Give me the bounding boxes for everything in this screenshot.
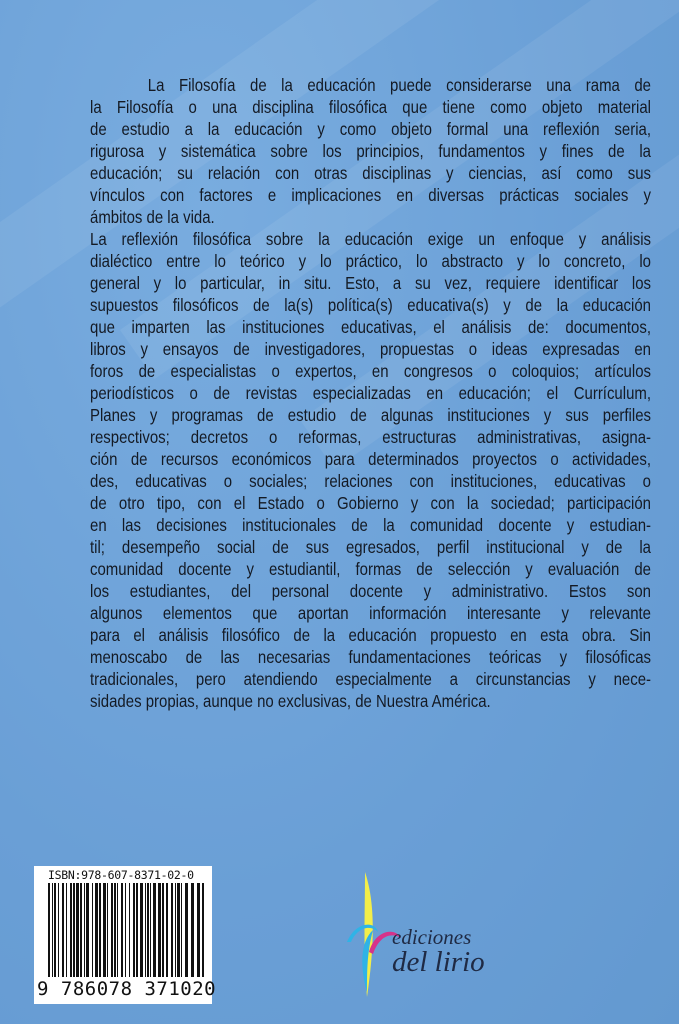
barcode-bar <box>70 883 72 977</box>
isbn-barcode <box>34 866 217 1004</box>
text-line: los estudiantes, del personal docente y administrativo. Estos son <box>90 581 651 601</box>
text-line: en las decisiones institucionales de la comunidad docente y estudian- <box>90 515 651 535</box>
barcode-bar <box>125 883 126 977</box>
back-cover-text <box>90 74 650 712</box>
text-line: educación; su relación con otras disciplinas y ciencias, así como sus <box>90 163 651 183</box>
barcode-bar <box>202 883 204 977</box>
text-line: ción de recursos económicos para determinados proyectos o actividades, <box>90 449 651 469</box>
text-line: periodísticos o de revistas especializadas en educación; el Currículum, <box>90 383 651 403</box>
text-line: La Filosofía de la educación puede considerarse una rama de <box>147 75 652 95</box>
barcode-bar <box>147 883 149 977</box>
barcode-bar <box>114 883 116 977</box>
text-line: menoscabo de las necesarias fundamentaciones teóricas y filosóficas <box>90 647 651 667</box>
ean-digits: 9 786078 371020 <box>37 978 217 1000</box>
barcode-bar <box>52 883 53 977</box>
barcode-bar <box>48 883 50 977</box>
text-line: rigurosa y sistemática sobre los principios, fundamentos y fines de la <box>90 141 651 161</box>
text-line: que imparten las instituciones educativas, el análisis de: documentos, <box>90 317 651 337</box>
text-line: para el análisis filosófico de la educación propuesto en esta obra. Sin <box>90 625 651 645</box>
text-line: respectivos; decretos o reformas, estructuras administrativas, asigna- <box>90 427 651 447</box>
text-line: foros de especialistas o expertos, en congresos o coloquios; artículos <box>90 361 651 381</box>
publisher-name-line2: del lirio <box>392 946 485 978</box>
barcode-bar <box>117 883 118 977</box>
text-line: tradicionales, pero atendiendo especialmente a circunstancias y nece- <box>90 669 651 689</box>
barcode-bar <box>145 883 146 977</box>
text-line: Planes y programas de estudio de algunas instituciones y sus perfiles <box>90 405 651 425</box>
text-line: des, educativas o sociales; relaciones con instituciones, educativas o <box>90 471 651 491</box>
text-line: ámbitos de la vida. <box>90 207 215 227</box>
barcode-bar <box>121 883 123 977</box>
text-line: comunidad docente y estudiantil, formas de selección y evaluación de <box>90 559 651 579</box>
barcode-bar <box>140 883 143 977</box>
barcode-bar <box>185 883 188 977</box>
barcode-bar <box>150 883 151 977</box>
barcode-bar <box>162 883 164 977</box>
barcode-bar <box>99 883 101 977</box>
barcode-bar <box>175 883 176 977</box>
text-line: vínculos con factores e implicaciones en diversas prácticas sociales y <box>90 185 651 205</box>
barcode-bar <box>73 883 75 977</box>
barcode-bar <box>129 883 130 977</box>
publisher-name-line1: ediciones <box>392 925 472 949</box>
text-line: La reflexión filosófica sobre la educación exige un enfoque y análisis <box>90 229 651 249</box>
barcode-bar <box>191 883 194 977</box>
isbn-label: ISBN:978-607-8371-02-0 <box>48 868 194 882</box>
barcode-bar <box>166 883 168 977</box>
barcode-bars <box>34 883 212 979</box>
barcode-bar <box>84 883 85 977</box>
text-line: supuestos filosóficos de la(s) política(s) educativa(s) y de la educación <box>90 295 651 315</box>
text-line: algunos elementos que aportan información interesante y relevante <box>90 603 651 623</box>
text-line: sidades propias, aunque no exclusivas, de Nuestra América. <box>90 691 491 711</box>
barcode-bar <box>181 883 182 977</box>
barcode-bar <box>107 883 108 977</box>
text-line: libros y ensayos de investigadores, propuestas o ideas expresadas en <box>90 339 651 359</box>
barcode-bar <box>92 883 93 977</box>
barcode-bar <box>58 883 59 977</box>
barcode-bar <box>76 883 79 977</box>
barcode-bar <box>177 883 180 977</box>
barcode-bar <box>111 883 113 977</box>
barcode-bar <box>80 883 82 977</box>
barcode-bar <box>197 883 200 977</box>
text-line: dialéctico entre lo teórico y lo práctico, lo abstracto y lo concreto, lo <box>90 251 651 271</box>
text-line: de estudio a la educación y como objeto formal una reflexión seria, <box>90 119 651 139</box>
text-line: general y lo particular, in situ. Esto, a su vez, requiere identificar los <box>90 273 651 293</box>
barcode-bar <box>54 883 56 977</box>
barcode-bar <box>62 883 64 977</box>
barcode-bar <box>86 883 89 977</box>
text-line: til; desempeño social de sus egresados, perfil institucional y de la <box>90 537 651 557</box>
barcode-bar <box>153 883 156 977</box>
barcode-bar <box>95 883 98 977</box>
text-line: de otro tipo, con el Estado o Gobierno y con la sociedad; participación <box>90 493 651 513</box>
barcode-bar <box>66 883 67 977</box>
text-line: la Filosofía o una disciplina filosófica que tiene como objeto material <box>90 97 651 117</box>
barcode-bar <box>103 883 106 977</box>
barcode-bar <box>171 883 173 977</box>
barcode-bar <box>136 883 138 977</box>
barcode-bar <box>133 883 135 977</box>
barcode-bar <box>158 883 161 977</box>
